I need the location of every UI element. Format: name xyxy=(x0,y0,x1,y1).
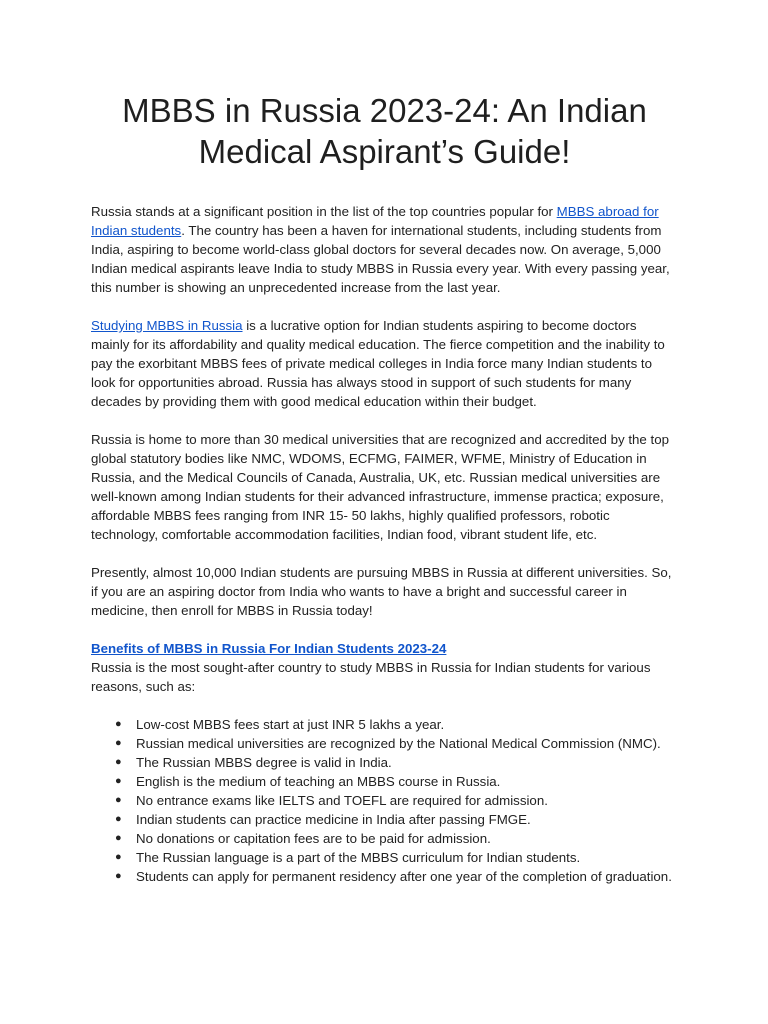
universities-paragraph: Russia is home to more than 30 medical universities that are recognized and accredited by the top global statutory bodies like NMC, WDOMS, ECFMG, FAIMER, WFME, Ministry of Education in Russia, and the Medical Councils of Canada, Australia, UK, etc. Russian medical universities are well-known among Indian students for their advanced infrastructure, immense practica; exposure, affordable MBBS fees ranging from INR 15- 50 lakhs, highly qualified professors, robotic technology, comfortable accommodation facilities, Indian food, vibrant student life, etc. xyxy=(91,432,669,542)
title-line-1: MBBS in Russia 2023-24: An Indian xyxy=(122,92,647,129)
page-title xyxy=(91,90,678,172)
studying-mbbs-russia-link[interactable]: Studying MBBS in Russia xyxy=(91,318,243,333)
intro-paragraph xyxy=(91,202,678,297)
bullet-icon: ● xyxy=(115,832,122,844)
benefits-intro-paragraph: Russia is the most sought-after country to study MBBS in Russia for Indian students for various reasons, such as: xyxy=(91,660,651,694)
bullet-icon: ● xyxy=(115,737,122,749)
intro-text-before-link: Russia stands at a significant position in the list of the top countries popular for xyxy=(91,204,557,219)
list-item xyxy=(91,772,678,791)
list-item-text: Indian students can practice medicine in India after passing FMGE. xyxy=(136,812,531,827)
studying-text-after-link: is a lucrative option for Indian students aspiring to become doctors mainly for its affordability and quality medical education. The fierce competition and the inability to pay the exorbitant MBBS fees of private medical colleges in India force many Indian students to look for opportunities abroad. Russia has always stood in support of such students for many decades by providing them with good medical education within their budget. xyxy=(91,318,665,409)
bullet-icon: ● xyxy=(115,851,122,863)
list-item xyxy=(91,848,678,867)
list-item-text: No donations or capitation fees are to be paid for admission. xyxy=(136,831,491,846)
list-item xyxy=(91,829,678,848)
list-item xyxy=(91,810,678,829)
bullet-icon: ● xyxy=(115,794,122,806)
bullet-icon: ● xyxy=(115,813,122,825)
list-item xyxy=(91,867,678,886)
list-item xyxy=(91,753,678,772)
benefits-heading-link[interactable]: Benefits of MBBS in Russia For Indian Students 2023-24 xyxy=(91,641,447,656)
list-item-text: The Russian language is a part of the MBBS curriculum for Indian students. xyxy=(136,850,581,865)
list-item-text: English is the medium of teaching an MBBS course in Russia. xyxy=(136,774,501,789)
list-item-text: The Russian MBBS degree is valid in India. xyxy=(136,755,392,770)
mbbs-abroad-link[interactable]: MBBS abroad for Indian students xyxy=(91,204,659,238)
intro-text-after-link: . The country has been a haven for international students, including students from India, aspiring to become world-class global doctors for several decades now. On average, 5,000 Indian medical aspirants leave India to study MBBS in Russia every year. With every passing year, this number is showing an unprecedented increase from the last year. xyxy=(91,223,670,295)
list-item xyxy=(91,791,678,810)
students-paragraph: Presently, almost 10,000 Indian students are pursuing MBBS in Russia at different universities. So, if you are an aspiring doctor from India who wants to have a bright and successful career in medicine, then enroll for MBBS in Russia today! xyxy=(91,565,672,618)
list-item-text: Russian medical universities are recognized by the National Medical Commission (NMC). xyxy=(136,736,661,751)
list-item-text: No entrance exams like IELTS and TOEFL are required for admission. xyxy=(136,793,548,808)
list-item-text: Low-cost MBBS fees start at just INR 5 lakhs a year. xyxy=(136,717,445,732)
benefits-heading xyxy=(91,639,678,658)
bullet-icon: ● xyxy=(115,870,122,882)
bullet-icon: ● xyxy=(115,756,122,768)
list-item xyxy=(91,734,678,753)
bullet-icon: ● xyxy=(115,718,122,730)
benefits-list xyxy=(91,715,678,886)
bullet-icon: ● xyxy=(115,775,122,787)
list-item-text: Students can apply for permanent residency after one year of the completion of graduation. xyxy=(136,869,672,884)
list-item xyxy=(91,715,678,734)
studying-paragraph xyxy=(91,316,678,411)
title-line-2: Medical Aspirant’s Guide! xyxy=(198,133,571,170)
